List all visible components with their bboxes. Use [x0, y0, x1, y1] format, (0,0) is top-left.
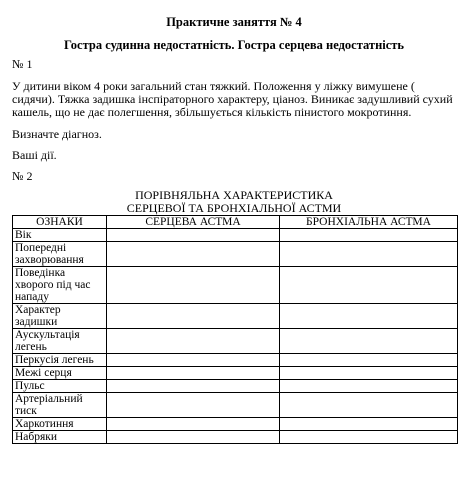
- case1-question: Визначте діагноз.: [12, 127, 102, 141]
- cardiac-cell[interactable]: [107, 304, 280, 329]
- table-header-row: [13, 216, 458, 229]
- row-label: Характер задишки: [13, 304, 107, 329]
- column-header-signs: ОЗНАКИ: [13, 216, 107, 229]
- bronchial-cell[interactable]: [280, 380, 458, 393]
- column-header-cardiac-asthma: СЕРЦЕВА АСТМА: [107, 216, 280, 229]
- cardiac-cell[interactable]: [107, 367, 280, 380]
- cardiac-cell[interactable]: [107, 329, 280, 354]
- table-title-line2: СЕРЦЕВОЇ ТА БРОНХІАЛЬНОЇ АСТМИ: [126, 201, 342, 215]
- case1-text: У дитини віком 4 роки загальний стан тяжкий. Положення у ліжку вимушене ( сидячи). Тяжка задишка інспіраторного характеру, ціаноз. Виникає задушливий сухий кашель, що не дає полегшення, збільшується кількість пінистого мокротиння.: [12, 79, 453, 119]
- row-label: Артеріальний тиск: [13, 393, 107, 418]
- bronchial-cell[interactable]: [280, 367, 458, 380]
- cardiac-cell[interactable]: [107, 418, 280, 431]
- bronchial-cell[interactable]: [280, 431, 458, 444]
- column-header-bronchial-asthma: БРОНХІАЛЬНА АСТМА: [280, 216, 458, 229]
- table-row: [13, 418, 458, 431]
- bronchial-cell[interactable]: [280, 242, 458, 267]
- table-row: [13, 431, 458, 444]
- table-row: [13, 329, 458, 354]
- table-row: [13, 242, 458, 267]
- row-label: Попередні захворювання: [13, 242, 107, 267]
- table-row: [13, 380, 458, 393]
- table-row: [13, 367, 458, 380]
- row-label: Вік: [13, 229, 107, 242]
- table-row: [13, 267, 458, 304]
- case1-number: № 1: [12, 57, 33, 71]
- table-row: [13, 304, 458, 329]
- cardiac-cell[interactable]: [107, 380, 280, 393]
- bronchial-cell[interactable]: [280, 267, 458, 304]
- row-label: Харкотиння: [13, 418, 107, 431]
- row-label: Набряки: [13, 431, 107, 444]
- cardiac-cell[interactable]: [107, 393, 280, 418]
- cardiac-cell[interactable]: [107, 267, 280, 304]
- bronchial-cell[interactable]: [280, 418, 458, 431]
- bronchial-cell[interactable]: [280, 304, 458, 329]
- row-label: Поведінка хворого під час нападу: [13, 267, 107, 304]
- page-title: Практичне заняття № 4: [166, 15, 302, 29]
- cardiac-cell[interactable]: [107, 229, 280, 242]
- table-row: [13, 229, 458, 242]
- row-label: Пульс: [13, 380, 107, 393]
- comparison-table: [12, 215, 458, 444]
- bronchial-cell[interactable]: [280, 229, 458, 242]
- table-title-line1: ПОРІВНЯЛЬНА ХАРАКТЕРИСТИКА: [135, 188, 333, 202]
- page-subtitle: Гостра судинна недостатність. Гостра серцева недостатність: [63, 38, 405, 52]
- row-label: Межі серця: [13, 367, 107, 380]
- bronchial-cell[interactable]: [280, 393, 458, 418]
- row-label: Аускультація легень: [13, 329, 107, 354]
- case2-number: № 2: [12, 169, 33, 183]
- cardiac-cell[interactable]: [107, 242, 280, 267]
- case1-actions: Ваші дії.: [12, 148, 57, 162]
- cardiac-cell[interactable]: [107, 354, 280, 367]
- table-row: [13, 393, 458, 418]
- bronchial-cell[interactable]: [280, 354, 458, 367]
- table-row: [13, 354, 458, 367]
- cardiac-cell[interactable]: [107, 431, 280, 444]
- row-label: Перкусія легень: [13, 354, 107, 367]
- bronchial-cell[interactable]: [280, 329, 458, 354]
